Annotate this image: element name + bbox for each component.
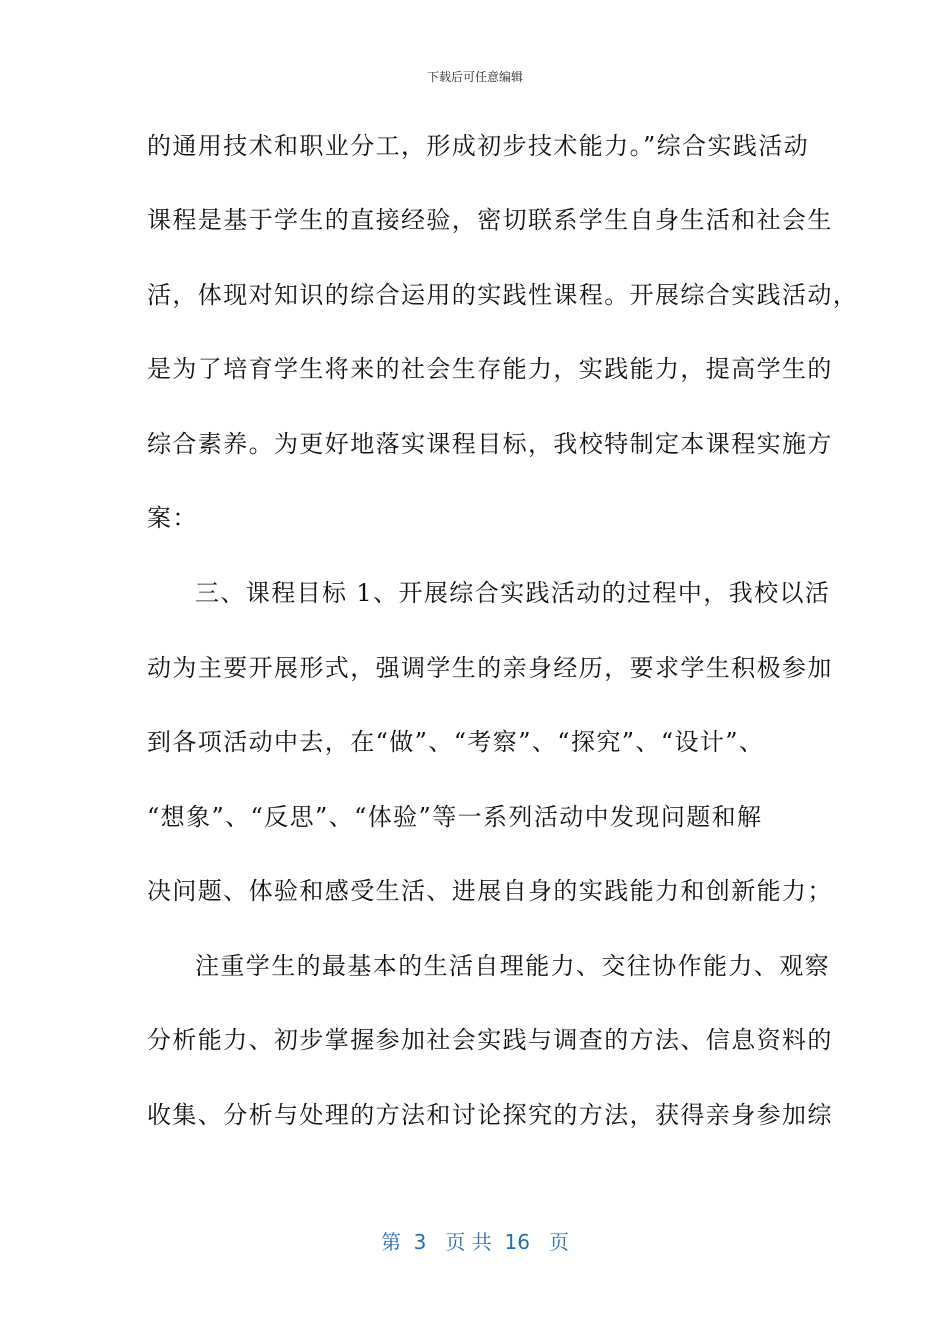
text-line: 活，体现对知识的综合运用的实践性课程。开展综合实践活动， [147, 281, 859, 309]
text-line: 到各项活动中去，在“做”、“考察”、“探究”、“设计”、 [147, 728, 765, 756]
text-line: 课程是基于学生的直接经验，密切联系学生自身生活和社会生 [147, 206, 833, 234]
text-line: 综合素养。为更好地落实课程目标，我校特制定本课程实施方 [147, 430, 833, 458]
text-line: 决问题、体验和感受生活、进展自身的实践能力和创新能力； [147, 877, 833, 905]
page-number-footer: 第 3 页 共 16 页 [380, 1230, 570, 1254]
text-line: 的通用技术和职业分工，形成初步技术能力。”综合实践活动 [147, 132, 810, 160]
header-note: 下载后可任意编辑 [426, 70, 523, 84]
text-line: 注重学生的最基本的生活自理能力、交往协作能力、观察 [195, 952, 830, 980]
text-line: 动为主要开展形式，强调学生的亲身经历，要求学生积极参加 [147, 654, 833, 682]
text-line: “想象”、“反思”、“体验”等一系列活动中发现问题和解 [147, 803, 763, 831]
text-line: 收集、分析与处理的方法和讨论探究的方法，获得亲身参加综 [147, 1101, 833, 1129]
text-line: 三、课程目标 1、开展综合实践活动的过程中，我校以活 [195, 579, 831, 607]
text-line: 案： [147, 504, 198, 532]
text-line: 是为了培育学生将来的社会生存能力，实践能力，提高学生的 [147, 355, 833, 383]
text-line: 分析能力、初步掌握参加社会实践与调查的方法、信息资料的 [147, 1026, 833, 1054]
